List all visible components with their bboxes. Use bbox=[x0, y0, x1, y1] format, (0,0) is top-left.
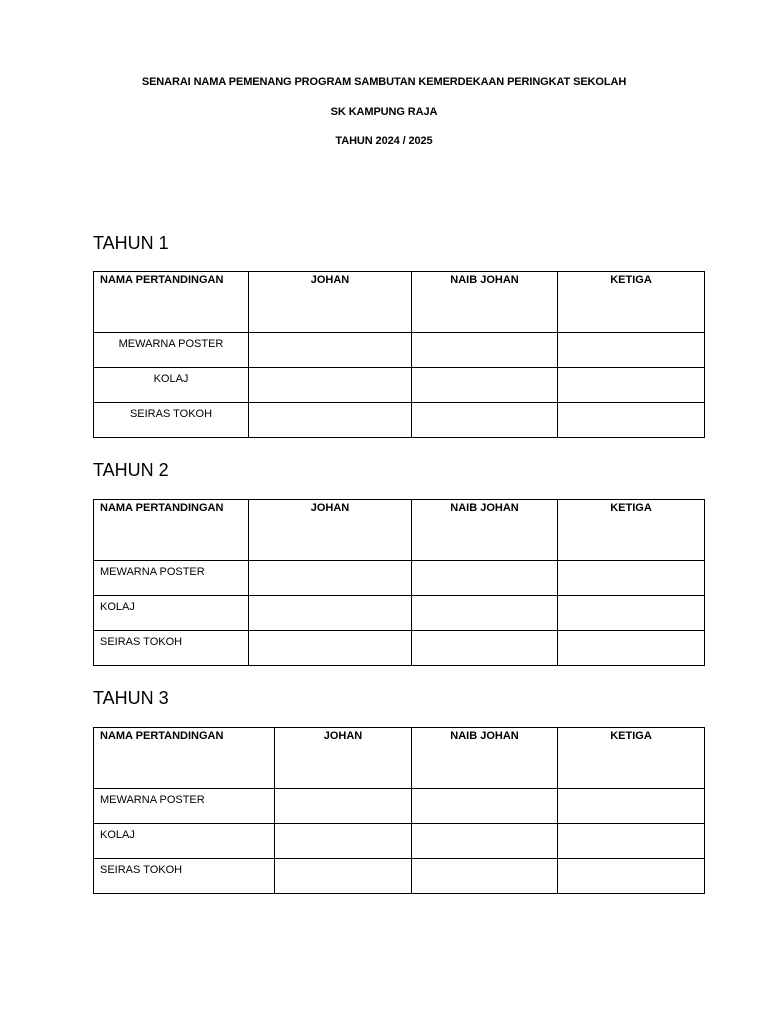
competition-name: MEWARNA POSTER bbox=[94, 333, 249, 368]
document-title: SENARAI NAMA PEMENANG PROGRAM SAMBUTAN KEMERDEKAAN PERINGKAT SEKOLAH bbox=[141, 76, 627, 88]
naib-johan-cell[interactable] bbox=[412, 403, 558, 438]
table-row bbox=[94, 403, 705, 438]
table-row bbox=[94, 631, 705, 666]
table-header-row bbox=[94, 728, 705, 789]
column-header-johan: JOHAN bbox=[249, 272, 412, 333]
ketiga-cell[interactable] bbox=[558, 789, 705, 824]
column-header-naib-johan: NAIB JOHAN bbox=[412, 272, 558, 333]
naib-johan-cell[interactable] bbox=[412, 859, 558, 894]
school-year: TAHUN 2024 / 2025 bbox=[335, 135, 433, 147]
johan-cell[interactable] bbox=[249, 631, 412, 666]
table-header-row bbox=[94, 272, 705, 333]
table-row bbox=[94, 561, 705, 596]
table-row bbox=[94, 333, 705, 368]
ketiga-cell[interactable] bbox=[558, 561, 705, 596]
winners-table-tahun-2 bbox=[93, 499, 705, 666]
competition-name: MEWARNA POSTER bbox=[94, 561, 249, 596]
table-header-row bbox=[94, 500, 705, 561]
section-title-tahun-2: TAHUN 2 bbox=[93, 460, 169, 480]
table-row bbox=[94, 368, 705, 403]
ketiga-cell[interactable] bbox=[558, 403, 705, 438]
section-title-tahun-3: TAHUN 3 bbox=[93, 688, 169, 708]
naib-johan-cell[interactable] bbox=[412, 789, 558, 824]
naib-johan-cell[interactable] bbox=[412, 824, 558, 859]
competition-name: KOLAJ bbox=[94, 596, 249, 631]
competition-name: SEIRAS TOKOH bbox=[94, 859, 275, 894]
naib-johan-cell[interactable] bbox=[412, 631, 558, 666]
column-header-naib-johan: NAIB JOHAN bbox=[412, 728, 558, 789]
winners-table-tahun-1 bbox=[93, 271, 705, 438]
column-header-ketiga: KETIGA bbox=[558, 728, 705, 789]
column-header-competition: NAMA PERTANDINGAN bbox=[94, 500, 249, 561]
johan-cell[interactable] bbox=[249, 403, 412, 438]
column-header-johan: JOHAN bbox=[249, 500, 412, 561]
column-header-competition: NAMA PERTANDINGAN bbox=[94, 728, 275, 789]
johan-cell[interactable] bbox=[275, 824, 412, 859]
column-header-ketiga: KETIGA bbox=[558, 272, 705, 333]
ketiga-cell[interactable] bbox=[558, 824, 705, 859]
competition-name: SEIRAS TOKOH bbox=[94, 403, 249, 438]
naib-johan-cell[interactable] bbox=[412, 596, 558, 631]
ketiga-cell[interactable] bbox=[558, 368, 705, 403]
competition-name: KOLAJ bbox=[94, 824, 275, 859]
ketiga-cell[interactable] bbox=[558, 631, 705, 666]
competition-name: MEWARNA POSTER bbox=[94, 789, 275, 824]
johan-cell[interactable] bbox=[275, 859, 412, 894]
johan-cell[interactable] bbox=[249, 333, 412, 368]
column-header-ketiga: KETIGA bbox=[558, 500, 705, 561]
school-name: SK KAMPUNG RAJA bbox=[330, 106, 438, 118]
column-header-naib-johan: NAIB JOHAN bbox=[412, 500, 558, 561]
naib-johan-cell[interactable] bbox=[412, 333, 558, 368]
naib-johan-cell[interactable] bbox=[412, 561, 558, 596]
table-row bbox=[94, 859, 705, 894]
ketiga-cell[interactable] bbox=[558, 596, 705, 631]
johan-cell[interactable] bbox=[249, 561, 412, 596]
johan-cell[interactable] bbox=[275, 789, 412, 824]
table-row bbox=[94, 824, 705, 859]
naib-johan-cell[interactable] bbox=[412, 368, 558, 403]
competition-name: KOLAJ bbox=[94, 368, 249, 403]
ketiga-cell[interactable] bbox=[558, 859, 705, 894]
competition-name: SEIRAS TOKOH bbox=[94, 631, 249, 666]
johan-cell[interactable] bbox=[249, 368, 412, 403]
column-header-johan: JOHAN bbox=[275, 728, 412, 789]
column-header-competition: NAMA PERTANDINGAN bbox=[94, 272, 249, 333]
table-row bbox=[94, 596, 705, 631]
winners-table-tahun-3 bbox=[93, 727, 705, 894]
section-title-tahun-1: TAHUN 1 bbox=[93, 233, 169, 253]
johan-cell[interactable] bbox=[249, 596, 412, 631]
table-row bbox=[94, 789, 705, 824]
ketiga-cell[interactable] bbox=[558, 333, 705, 368]
